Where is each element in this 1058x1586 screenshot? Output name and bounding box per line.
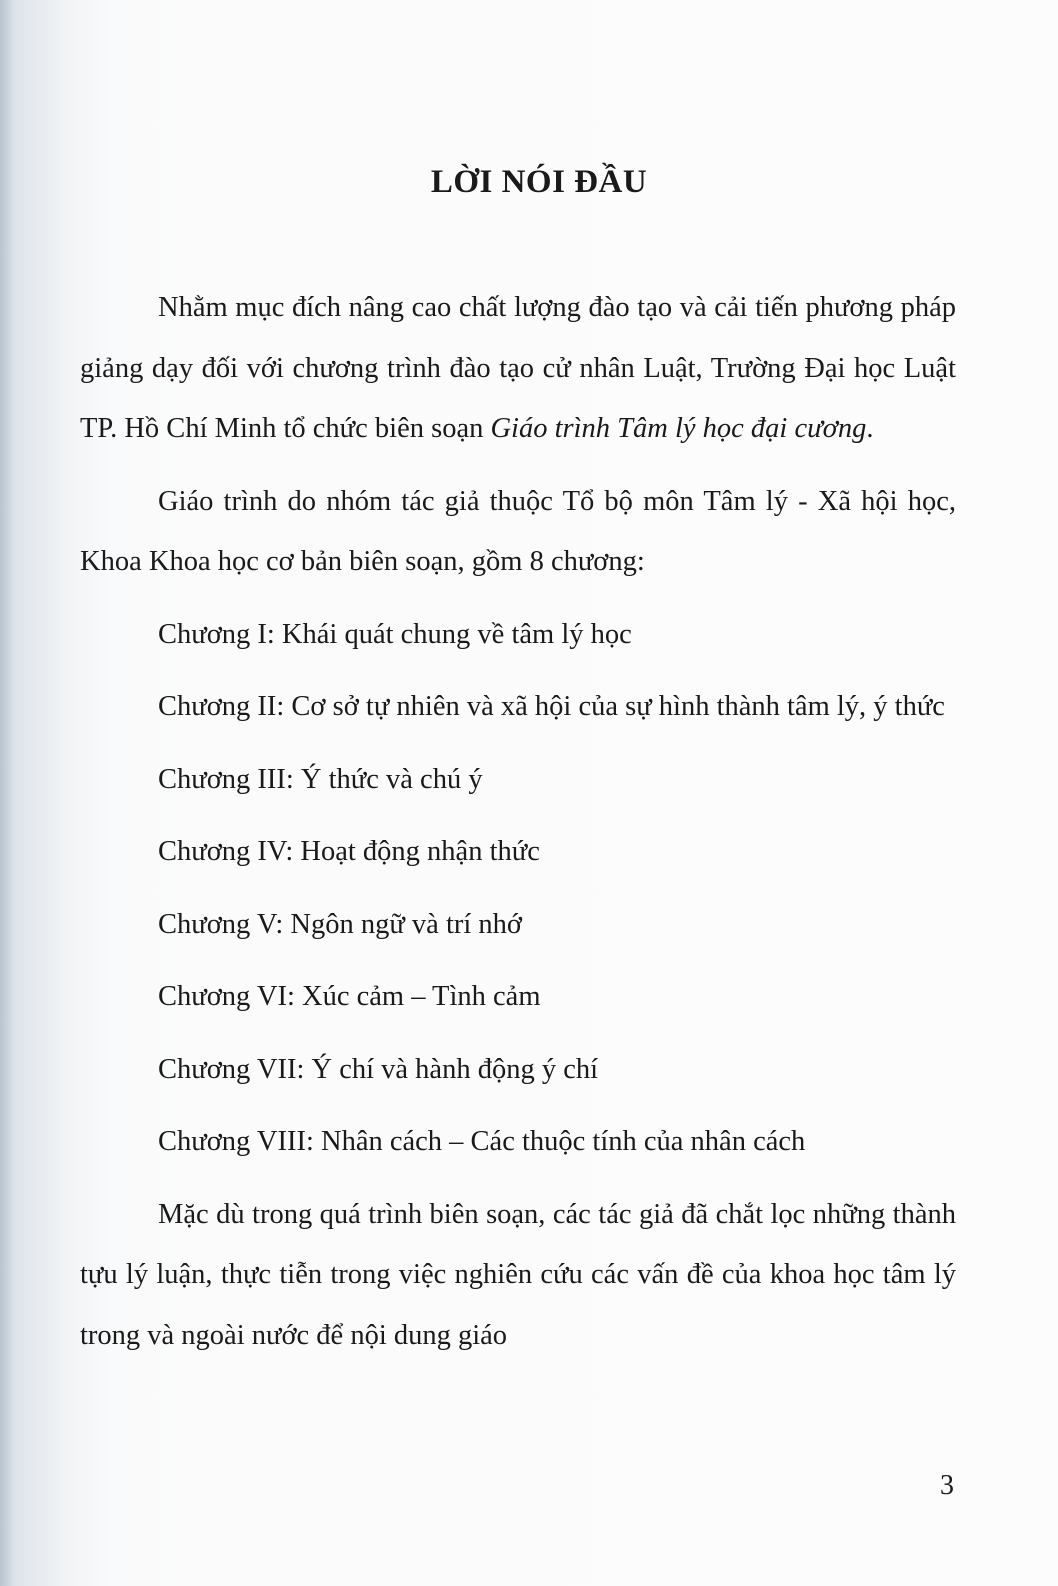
intro-end: . (866, 413, 874, 444)
chapter-item: Chương VI: Xúc cảm – Tình cảm (158, 981, 541, 1012)
intro-paragraph (80, 278, 956, 460)
chapter-item: Chương VIII: Nhân cách – Các thuộc tính của nhân cách (158, 1126, 806, 1157)
closing-paragraph: Mặc dù trong quá trình biên soạn, các tác giả đã chắt lọc những thành tựu lý luận, thực tiễn trong việc nghiên cứu các vấn đề của khoa học tâm lý trong và ngoài nước để nội dung giáo (80, 1198, 956, 1351)
page-number: 3 (940, 1470, 954, 1501)
chapter-item: Chương V: Ngôn ngữ và trí nhớ (158, 908, 522, 940)
chapter-item: Chương I: Khái quát chung về tâm lý học (158, 618, 632, 650)
chapter-item: Chương III: Ý thức và chú ý (158, 763, 483, 795)
binding-shadow (0, 0, 14, 1586)
chapter-item: Chương VII: Ý chí và hành động ý chí (158, 1053, 599, 1085)
intro-text: Nhằm mục đích nâng cao chất lượng đào tạo và cải tiến phương pháp giảng dạy đối với chương trình đào tạo cử nhân Luật, Trường Đại học Luật TP. Hồ Chí Minh tổ chức biên soạn (80, 292, 956, 444)
document-body (80, 278, 956, 1378)
composition-paragraph: Giáo trình do nhóm tác giả thuộc Tổ bộ môn Tâm lý - Xã hội học, Khoa Khoa học cơ bản biên soạn, gồm 8 chương: (80, 485, 956, 577)
book-title: Giáo trình Tâm lý học đại cương (490, 413, 867, 444)
chapter-list (80, 605, 956, 1173)
chapter-item: Chương IV: Hoạt động nhận thức (158, 836, 540, 867)
chapter-item: Chương II: Cơ sở tự nhiên và xã hội của sự hình thành tâm lý, ý thức (158, 691, 945, 722)
page-title: LỜI NÓI ĐẦU (430, 164, 648, 201)
